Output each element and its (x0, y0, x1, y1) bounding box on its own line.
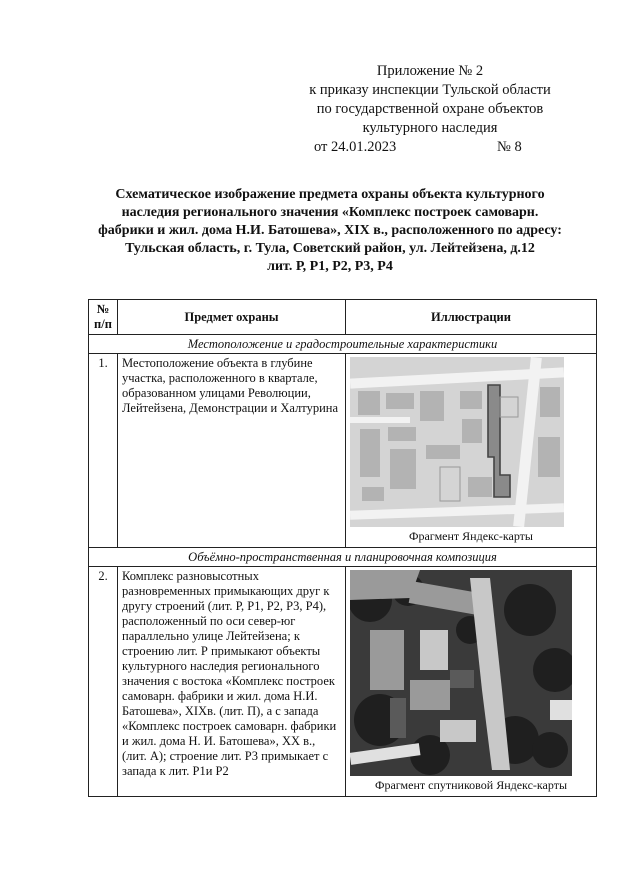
section-title-location: Местоположение и градостроительные характеристики (89, 335, 597, 354)
header-illustrations: Иллюстрации (346, 300, 597, 335)
row-subject-text: Комплекс разновысотных разновременных примыкающих друг к другу строений (лит. Р, Р1, Р2, Р3, Р4), расположенный по оси север-юг параллельно улице Лейтейзена; к строению лит. Р примыкают объекты культурного наследия регионального значения с востока «Комплекс построек самоварн. фабрики и жил. дома Н.И. Батошева», XIXв. (лит. П), а с запада «Комплекс построек самоварн. фабрики и жил. дома Н. И. Батошева», XX в., (лит. А); строение лит. Р3 примыкает с запада к лит. Р1и Р2 (118, 567, 346, 797)
annex-block (300, 62, 560, 157)
header-subject: Предмет охраны (118, 300, 346, 335)
title-line-2: наследия регионального значения «Комплекс построек самоварн. (121, 205, 539, 220)
table-row (89, 567, 597, 797)
annex-heritage-line: культурного наследия (362, 120, 498, 136)
annex-date: от 24.01.2023 (314, 139, 397, 155)
illustration-cell (346, 354, 597, 548)
table-header-row (89, 300, 597, 335)
title-line-5: лит. Р, Р1, Р2, Р3, Р4 (267, 259, 393, 274)
row-subject-text: Местоположение объекта в глубине участка, расположенного в квартале, образованном улицами Революции, Лейтейзена, Демонстрации и Халтурина (118, 354, 346, 548)
title-line-1: Схематическое изображение предмета охраны объекта культурного (115, 187, 545, 202)
section-title-composition: Объёмно-пространственная и планировочная композиция (89, 548, 597, 567)
satellite-caption: Фрагмент спутниковой Яндекс-карты (374, 778, 568, 792)
illustration-cell (346, 567, 597, 797)
row-number: 2. (89, 567, 118, 797)
title-line-4: Тульская область, г. Тула, Советский район, ул. Лейтейзена, д.12 (125, 241, 535, 256)
header-num: № п/п (89, 300, 118, 335)
row-number: 1. (89, 354, 118, 548)
annex-order-line: к приказу инспекции Тульской области (309, 82, 551, 98)
document-title (60, 186, 600, 276)
section-row (89, 335, 597, 354)
map-caption: Фрагмент Яндекс-карты (409, 529, 533, 543)
annex-title: Приложение № 2 (376, 63, 484, 79)
annex-date-line (300, 138, 560, 157)
satellite-map-fragment (350, 570, 572, 776)
table-row (89, 354, 597, 548)
annex-number: № 8 (497, 139, 522, 155)
annex-agency-line: по государственной охране объектов (316, 101, 544, 117)
title-line-3: фабрики и жил. дома Н.И. Батошева», XIX в., расположенного по адресу: (98, 223, 562, 238)
section-row (89, 548, 597, 567)
yandex-map-fragment (350, 357, 564, 527)
protection-table (88, 299, 597, 797)
